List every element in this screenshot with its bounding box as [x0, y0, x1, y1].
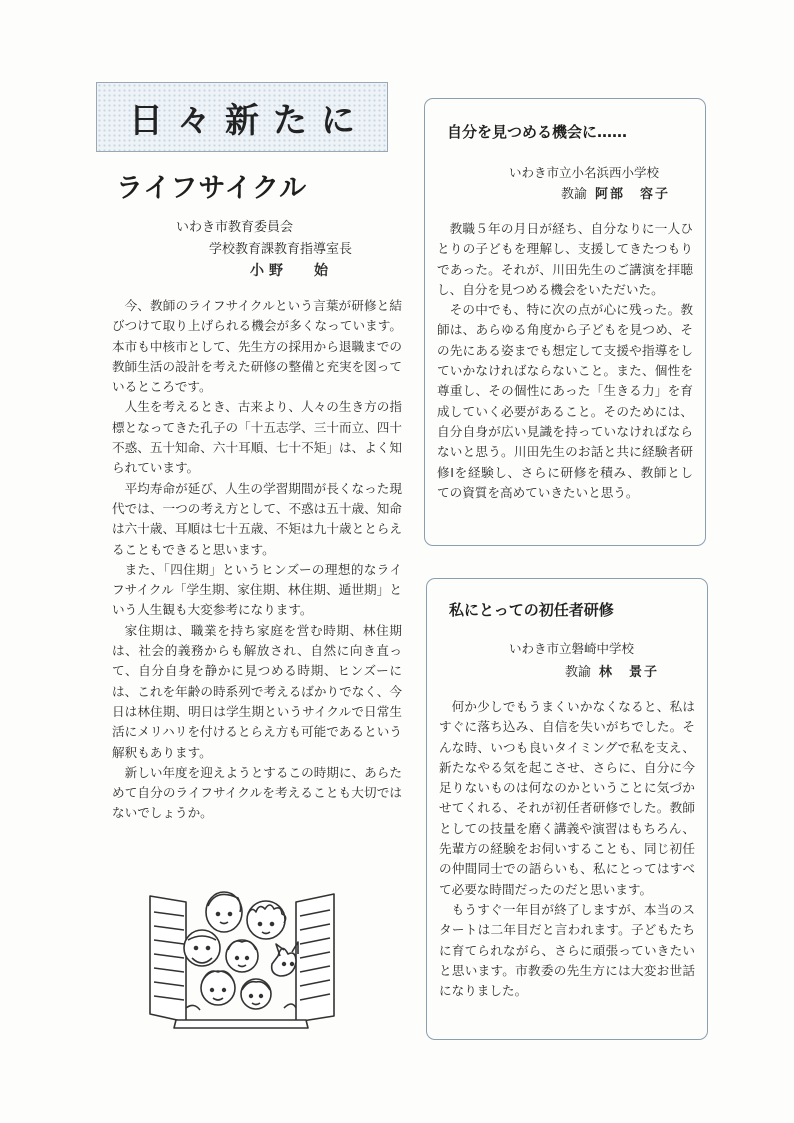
article-box-new-teacher-training [426, 578, 708, 1040]
paragraph: 家住期は、職業を持ち家庭を営む時期、林住期は、社会的義務からも解放され、自然に向き直って、自分自身を静かに見つめる時期、ヒンズーには、これを年齢の時系列で考えるばかりでなく、今日は林住期、明日は学生期というサイクルで日常生活にメリハリを付けるとらえ方も可能であるという解釈もあります。 [112, 622, 402, 760]
box-body [439, 697, 695, 1001]
family-window-illustration-icon [146, 882, 338, 1032]
teacher-name: 林 景子 [599, 665, 660, 680]
box-title: 自分を見つめる機会に…… [447, 123, 628, 141]
school-name: いわき市立小名浜西小学校 [509, 165, 660, 180]
column-title: 日々新たに [129, 100, 369, 141]
paragraph: その中でも、特に次の点が心に残った。教師は、あらゆる角度から子どもを見つめ、その先にある姿までも想定して支援や指導をしていかなければならないこと。また、個性を尊重し、その個性にあった「生きる力」を育成していく必要があること。そのためには、自分自身が広い見識を持っていなければならないと思う。川田先生のお話と共に経験者研修Ⅰを経験し、さらに研修を積み、教師としての資質を高めていきたいと思う。 [437, 302, 693, 500]
author-family-name: 小野 [250, 263, 288, 279]
article-body [112, 296, 402, 824]
article-subtitle: ライフサイクル [116, 173, 308, 204]
paragraph: 人生を考えるとき、古来より、人々の生き方の指標となってきた孔子の「十五志学、三十而立、四十不惑、五十知命、六十耳順、七十不矩」は、よく知られています。 [112, 399, 402, 476]
box-body [437, 219, 693, 503]
author-affiliation: いわき市教育委員会 [176, 220, 294, 235]
teacher-role: 教諭 [565, 665, 592, 680]
article-box-reflection [424, 98, 706, 546]
paragraph: もうすぐ一年目が終了しますが、本当のスタートは二年目だと言われます。子どもたちに育てられながら、さらに頑張っていきたいと思います。市教委の先生方には大変お世話になりました。 [439, 901, 695, 999]
author-position: 学校教育課教育指導室長 [209, 242, 353, 257]
paragraph: 新しい年度を迎えようとするこの時期に、あらためて自分のライフサイクルを考えることも大切ではないでしょうか。 [112, 764, 402, 821]
box-title: 私にとっての初任者研修 [449, 601, 614, 619]
school-name: いわき市立磐崎中学校 [509, 641, 635, 656]
paragraph: 今、教師のライフサイクルという言葉が研修と結びつけて取り上げられる機会が多くなっています。本市も中核市として、先生方の採用から退職までの教師生活の設計を考えた研修の整備と充実を図っているところです。 [112, 298, 402, 395]
paragraph: 平均寿命が延び、人生の学習期間が長くなった現代では、一つの考え方として、不惑は五十歳、知命は六十歳、耳順は七十五歳、不矩は九十歳ととらえることもできると思います。 [112, 480, 402, 557]
paragraph: 教職５年の月日が経ち、自分なりに一人ひとりの子どもを理解し、支援してきたつもりであった。それが、川田先生のご講演を拝聴し、自分を見つめる機会をいただいた。 [437, 221, 693, 297]
teacher-name: 阿部 容子 [595, 187, 671, 202]
teacher-line [561, 183, 670, 202]
title-banner [96, 82, 388, 152]
teacher-line [565, 661, 659, 680]
author-given-name: 始 [314, 263, 333, 279]
author-name [250, 260, 333, 280]
teacher-role: 教諭 [561, 187, 588, 202]
paragraph: 何か少しでもうまくいかなくなると、私はすぐに落ち込み、自信を失いがちでした。そんな時、いつも良いタイミングで私を支え、新たなやる気を起こさせ、さらに、自分に今足りないものは何なのかということに気づかせてくれる、それが初任者研修でした。教師としての技量を磨く講義や演習はもちろん、先輩方の経験をお伺いすることも、同じ初任の仲間同士での語らいも、私にとってはすべて必要な時間だったのだと思います。 [439, 699, 695, 897]
paragraph: また、「四住期」というヒンズーの理想的なライフサイクル「学生期、家住期、林住期、遁世期」という人生観も大変参考になります。 [112, 561, 402, 618]
